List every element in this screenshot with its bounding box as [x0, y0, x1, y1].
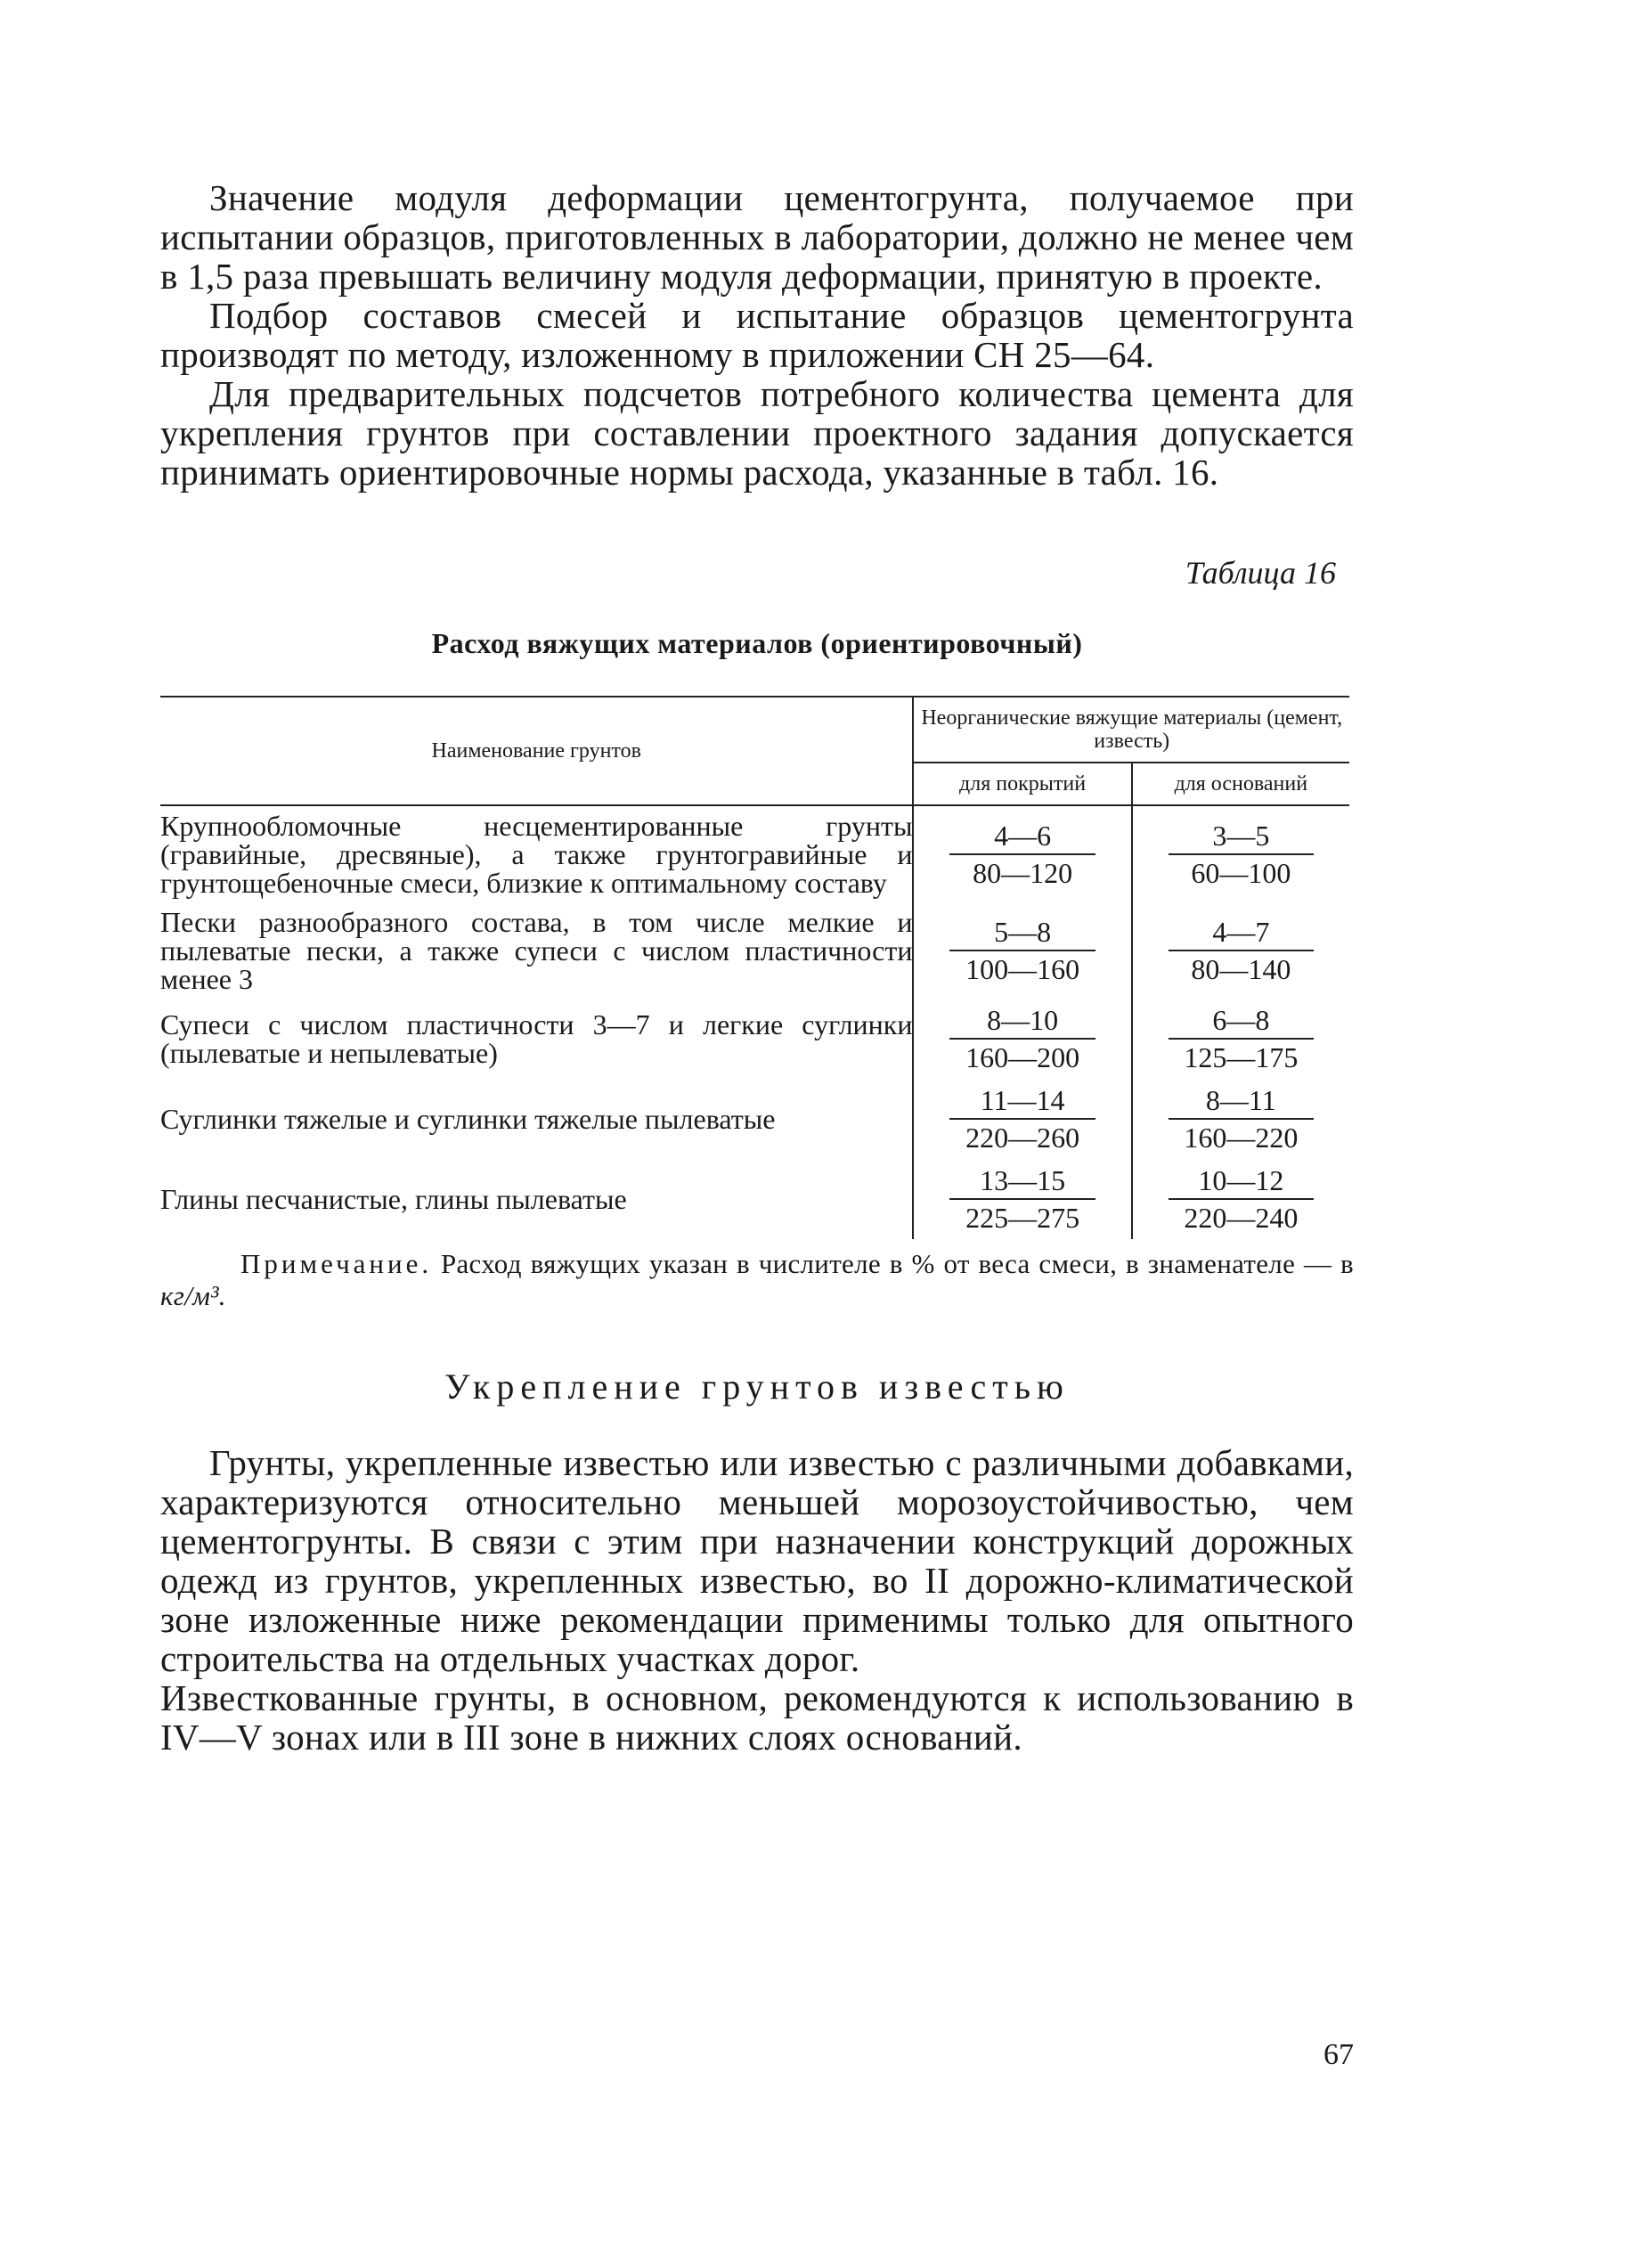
- paragraph: Подбор составов смесей и испытание образцов цементогрунта производят по методу, изложенному в приложении СН 25—64.: [160, 295, 1354, 375]
- denominator: 100—160: [965, 953, 1080, 985]
- header-name-col: Наименование грунтов: [160, 697, 913, 805]
- note-text: Расход вяжущих указан в числителе в % от веса смеси, в знаменателе — в: [432, 1248, 1354, 1279]
- cover-value: [913, 902, 1131, 999]
- base-value: [1132, 902, 1349, 999]
- header-group: Неорганические вяжущие материалы (цемент, известь): [913, 697, 1349, 763]
- base-value: [1132, 1079, 1349, 1159]
- paragraph: Для предварительных подсчетов потребного количества цемента для укрепления грунтов при составлении проектного задания допускается принимать ориентировочные нормы расхода, указанные в табл. 16.: [160, 373, 1354, 493]
- base-value: [1132, 999, 1349, 1079]
- cover-value: [913, 1079, 1131, 1159]
- numerator: 4—7: [1169, 916, 1314, 951]
- header-base-col: для оснований: [1174, 772, 1308, 795]
- section-heading: Укрепление грунтов известью: [444, 1367, 1070, 1407]
- soil-name: Суглинки тяжелые и суглинки тяжелые пылеватые: [160, 1079, 913, 1159]
- table-number: Таблица 16: [1185, 555, 1336, 591]
- denominator: 160—220: [1184, 1122, 1299, 1154]
- paragraph: Значение модуля деформации цементогрунта, получаемое при испытании образцов, приготовленных в лаборатории, должно не менее чем в 1,5 раза превышать величину модуля деформации, принятую в проекте.: [160, 177, 1354, 297]
- numerator: 5—8: [949, 916, 1095, 951]
- denominator: 225—275: [965, 1202, 1080, 1234]
- table-row: [160, 805, 1349, 902]
- paragraph: Грунты, укрепленные известью или известью с различными добавками, характеризуются относительно меньшей морозоустойчивостью, чем цементогрунты. В связи с этим при назначении конструкций дорожных одежд из грунтов, укрепленных известью, во II дорожно-климатической зоне изложенные ниже рекомендации применимы только для опытного строительства на отдельных участках дорог.: [160, 1442, 1354, 1679]
- numerator: 3—5: [1169, 820, 1314, 855]
- numerator: 6—8: [1169, 1004, 1314, 1040]
- soil-name: Глины песчанистые, глины пылеватые: [160, 1159, 913, 1239]
- denominator: 220—260: [965, 1122, 1080, 1154]
- cover-value: [913, 999, 1131, 1079]
- denominator: 80—120: [973, 857, 1073, 889]
- table-row: [160, 902, 1349, 999]
- soil-name: Супеси с числом пластичности 3—7 и легкие суглинки (пылеватые и непылеватые): [160, 999, 913, 1079]
- header-cover-col: для покрытий: [913, 763, 1131, 805]
- page-content: [160, 178, 1354, 1757]
- soil-name: Крупнообломочные несцементированные грунты (гравийные, дресвяные), а также грунтогравийные и грунтощебеночные смеси, близкие к оптимальному составу: [160, 805, 913, 902]
- denominator: 160—200: [965, 1041, 1080, 1073]
- note-label: Примечание.: [240, 1248, 433, 1279]
- page-number: 67: [1323, 2038, 1354, 2071]
- denominator: 60—100: [1191, 857, 1291, 889]
- cover-value: [913, 1159, 1131, 1239]
- denominator: 220—240: [1184, 1202, 1299, 1234]
- paragraph: Известкованные грунты, в основном, рекомендуются к использованию в IV—V зонах или в III зоне в нижних слоях оснований.: [160, 1677, 1354, 1758]
- denominator: 125—175: [1184, 1041, 1299, 1073]
- base-value: [1132, 1159, 1349, 1239]
- table-row: [160, 1079, 1349, 1159]
- denominator: 80—140: [1191, 953, 1291, 985]
- table-row: [160, 999, 1349, 1079]
- table-row: [160, 1159, 1349, 1239]
- consumption-table: [160, 696, 1349, 1239]
- table-note: [160, 1248, 1354, 1312]
- note-unit: кг/м³.: [160, 1280, 226, 1311]
- numerator: 11—14: [949, 1084, 1095, 1120]
- numerator: 13—15: [949, 1164, 1095, 1200]
- numerator: 8—11: [1169, 1084, 1314, 1120]
- table-title: Расход вяжущих материалов (ориентировочный): [431, 627, 1083, 659]
- cover-value: [913, 805, 1131, 902]
- base-value: [1132, 805, 1349, 902]
- numerator: 4—6: [949, 820, 1095, 855]
- numerator: 10—12: [1169, 1164, 1314, 1200]
- numerator: 8—10: [949, 1004, 1095, 1040]
- soil-name: Пески разнообразного состава, в том числе мелкие и пылеватые пески, а также супеси с числом пластичности менее 3: [160, 902, 913, 999]
